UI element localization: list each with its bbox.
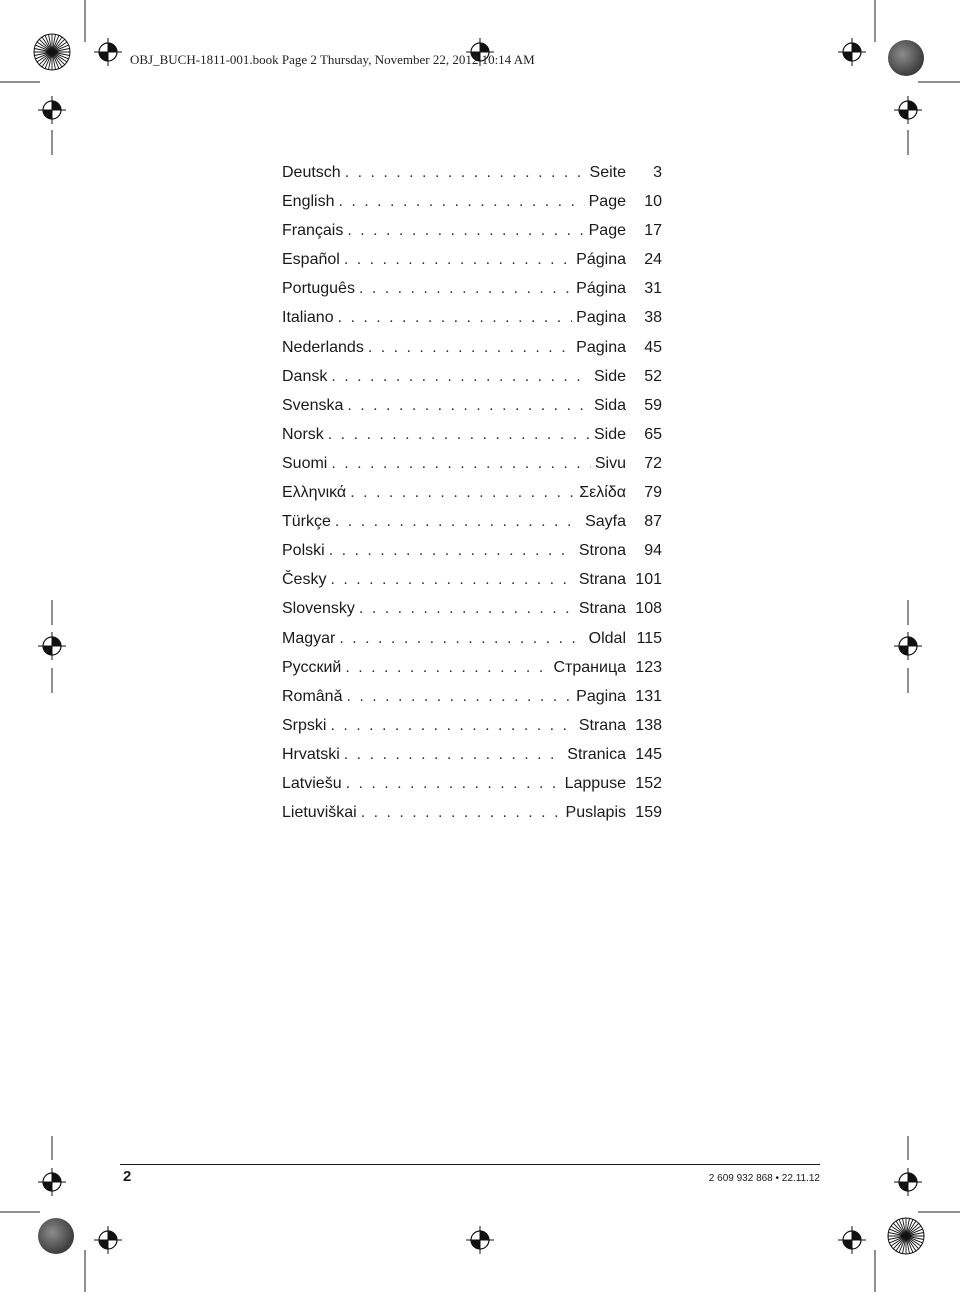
toc-page-word: Pagina [576, 687, 626, 705]
toc-page-word: Страница [553, 658, 626, 676]
toc-language: Polski [282, 542, 325, 560]
toc-page-number: 123 [635, 658, 662, 676]
toc-entry [282, 274, 662, 303]
toc-language: Nederlands [282, 338, 364, 356]
toc-page-number: 59 [644, 396, 662, 414]
toc-page-number: 152 [635, 774, 662, 792]
toc-leader-dots [338, 187, 584, 216]
toc-page-number: 101 [635, 571, 662, 589]
toc-leader-dots [331, 362, 590, 391]
toc-entry [282, 449, 662, 478]
toc-entry [282, 624, 662, 653]
toc-language: Türkçe [282, 513, 331, 531]
toc-page-word: Strana [578, 716, 626, 734]
toc-page-word: Side [593, 425, 626, 443]
toc-leader-dots [359, 594, 575, 623]
toc-entry [282, 391, 662, 420]
toc-language: Deutsch [282, 164, 341, 181]
toc-page-number: 65 [644, 425, 662, 443]
toc-page-word: Página [576, 280, 626, 298]
toc-page-word: Lappuse [564, 774, 626, 792]
toc-page-number: 45 [644, 338, 662, 356]
toc-language: Svenska [282, 396, 344, 414]
document-code: 2 609 932 868 • 22.11.12 [708, 1173, 820, 1184]
toc-page-word: Puslapis [565, 804, 626, 822]
toc-page-word: Strana [578, 571, 626, 589]
toc-entry [282, 798, 662, 827]
toc-entry [282, 245, 662, 274]
toc-page-number: 17 [644, 222, 662, 240]
toc-page-word: Strana [578, 600, 626, 618]
toc-leader-dots [330, 711, 574, 740]
toc-page-number: 115 [636, 629, 662, 647]
toc-leader-dots [329, 536, 575, 565]
toc-leader-dots [346, 769, 561, 798]
toc-entry [282, 362, 662, 391]
toc-page-number: 145 [635, 745, 662, 763]
toc-language: Hrvatski [282, 745, 340, 763]
toc-page-number: 38 [644, 309, 662, 327]
toc-leader-dots [346, 682, 572, 711]
toc-entry [282, 507, 662, 536]
toc-page-number: 72 [644, 454, 662, 472]
toc-page-word: Oldal [588, 629, 626, 647]
toc-page-number: 31 [644, 280, 662, 298]
toc-leader-dots [344, 245, 572, 274]
toc-language: Slovensky [282, 600, 355, 618]
file-slug: OBJ_BUCH-1811-001.book Page 2 Thursday, November 22, 2012 10:14 AM [130, 52, 535, 67]
toc-language: Suomi [282, 454, 328, 472]
toc-leader-dots [350, 478, 575, 507]
toc-language: Magyar [282, 629, 336, 647]
toc-language: Español [282, 251, 340, 269]
toc-page-word: Pagina [576, 309, 626, 327]
toc-page-word: Sayfa [585, 513, 626, 531]
toc-language: Srpski [282, 716, 327, 734]
toc-entry [282, 187, 662, 216]
toc-page-word: Seite [589, 164, 626, 181]
page-number: 2 [123, 1168, 132, 1185]
toc-language: Ελληνικά [282, 484, 347, 502]
toc-page-word: Σελίδα [579, 484, 626, 502]
toc-page-number: 52 [644, 367, 662, 385]
toc-entry [282, 711, 662, 740]
toc-page-word: Página [576, 251, 626, 269]
toc-language: Français [282, 222, 344, 240]
toc-leader-dots [330, 565, 574, 594]
toc-language: Românǎ [282, 687, 343, 705]
toc-leader-dots [368, 333, 572, 362]
toc-language: Português [282, 280, 355, 298]
toc-language: Русский [282, 658, 342, 676]
toc-entry [282, 303, 662, 332]
toc-entry [282, 478, 662, 507]
table-of-contents [282, 158, 662, 827]
toc-page-word: Page [588, 222, 626, 240]
toc-leader-dots [335, 507, 581, 536]
toc-page-number: 79 [644, 484, 662, 502]
toc-entry [282, 216, 662, 245]
toc-language: Norsk [282, 425, 324, 443]
toc-entry [282, 740, 662, 769]
toc-entry [282, 594, 662, 623]
toc-language: Česky [282, 571, 327, 589]
toc-leader-dots [359, 274, 572, 303]
toc-leader-dots [345, 158, 586, 187]
toc-language: English [282, 193, 335, 211]
toc-leader-dots [339, 624, 584, 653]
toc-language: Lietuviškai [282, 804, 357, 822]
toc-entry [282, 682, 662, 711]
toc-leader-dots [338, 303, 573, 332]
toc-page-number: 138 [635, 716, 662, 734]
toc-entry [282, 158, 662, 187]
toc-leader-dots [331, 449, 591, 478]
toc-page-word: Side [593, 367, 626, 385]
toc-page-number: 131 [635, 687, 662, 705]
toc-page-number: 159 [635, 804, 662, 822]
toc-language: Dansk [282, 367, 328, 385]
toc-page-word: Sivu [594, 454, 626, 472]
toc-leader-dots [344, 740, 564, 769]
toc-page-number: 24 [644, 251, 662, 269]
toc-entry [282, 420, 662, 449]
toc-page-word: Pagina [576, 338, 626, 356]
toc-entry [282, 536, 662, 565]
toc-page-word: Sida [593, 396, 626, 414]
toc-page-number: 94 [644, 542, 662, 560]
toc-entry [282, 769, 662, 798]
toc-leader-dots [361, 798, 562, 827]
toc-language: Italiano [282, 309, 334, 327]
toc-page-number: 108 [635, 600, 662, 618]
toc-page-number: 87 [644, 513, 662, 531]
toc-entry [282, 565, 662, 594]
toc-page-word: Stranica [567, 745, 626, 763]
toc-leader-dots [345, 653, 549, 682]
toc-page-number: 3 [653, 164, 662, 181]
toc-entry [282, 333, 662, 362]
toc-leader-dots [347, 391, 590, 420]
toc-language: Latviešu [282, 774, 342, 792]
toc-page-word: Strona [578, 542, 626, 560]
toc-page-number: 10 [644, 193, 662, 211]
toc-entry [282, 653, 662, 682]
toc-leader-dots [347, 216, 584, 245]
footer-rule [120, 1164, 820, 1165]
toc-leader-dots [328, 420, 590, 449]
toc-page-word: Page [588, 193, 626, 211]
